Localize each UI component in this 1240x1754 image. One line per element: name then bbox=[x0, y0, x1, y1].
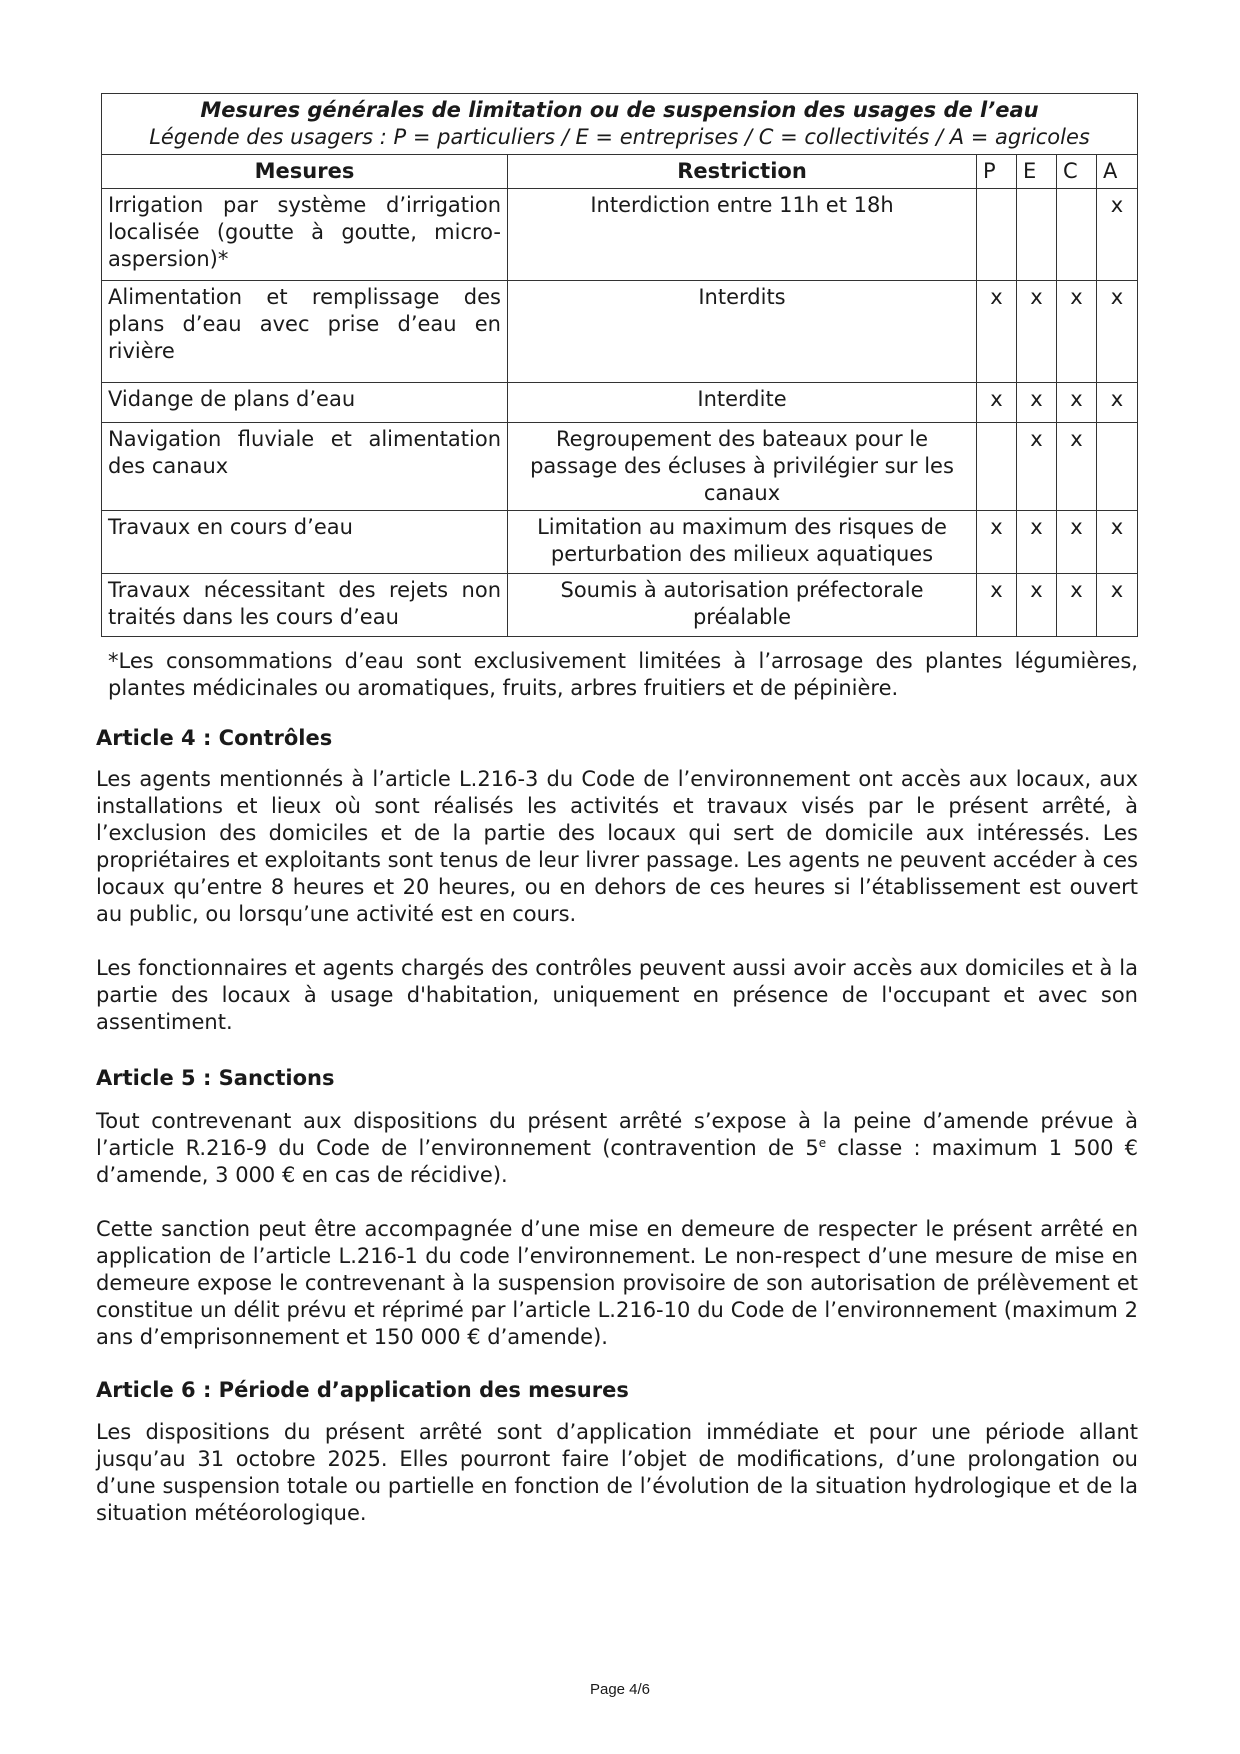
cell-restriction: Soumis à autorisation préfectorale préalable bbox=[508, 574, 977, 637]
cell-c: x bbox=[1057, 511, 1097, 574]
article-5-heading: Article 5 : Sanctions bbox=[96, 1066, 335, 1090]
cell-a: x bbox=[1097, 383, 1138, 423]
article-6-paragraph-1: Les dispositions du présent arrêté sont d’application immédiate et pour une période allant jusqu’au 31 octobre 2025. Elles pourront faire l’objet de modifications, d’une prolongation ou d’une suspension totale ou partielle en fonction de l’évolution de la situation hydrologique et de la situation météorologique. bbox=[96, 1420, 1138, 1525]
header-mesures: Mesures bbox=[102, 155, 508, 189]
header-e: E bbox=[1017, 155, 1057, 189]
cell-restriction: Regroupement des bateaux pour le passage des écluses à privilégier sur les canaux bbox=[508, 423, 977, 511]
cell-p: x bbox=[977, 574, 1017, 637]
table-row bbox=[102, 423, 1138, 511]
article-4-heading: Article 4 : Contrôles bbox=[96, 726, 333, 750]
table-row bbox=[102, 574, 1138, 637]
table-title: Mesures générales de limitation ou de suspension des usages de l’eau bbox=[200, 98, 1039, 122]
header-c: C bbox=[1057, 155, 1097, 189]
cell-c: x bbox=[1057, 574, 1097, 637]
water-restriction-table bbox=[101, 93, 1138, 637]
cell-a: x bbox=[1097, 281, 1138, 383]
article-4-paragraph-2: Les fonctionnaires et agents chargés des contrôles peuvent aussi avoir accès aux domiciles et à la partie des locaux à usage d'habitation, uniquement en présence de l'occupant et avec son assentiment. bbox=[96, 956, 1138, 1034]
cell-restriction: Limitation au maximum des risques de perturbation des milieux aquatiques bbox=[508, 511, 977, 574]
cell-c: x bbox=[1057, 383, 1097, 423]
cell-p bbox=[977, 189, 1017, 281]
table-row bbox=[102, 281, 1138, 383]
cell-e bbox=[1017, 189, 1057, 281]
table-header-row bbox=[102, 155, 1138, 189]
cell-p: x bbox=[977, 511, 1017, 574]
article-5-paragraph-2: Cette sanction peut être accompagnée d’une mise en demeure de respecter le présent arrêté en application de l’article L.216-1 du code l’environnement. Le non-respect d’une mesure de mise en demeure expose le contrevenant à la suspension provisoire de son autorisation de prélèvement et constitue un délit prévu et réprimé par l’article L.216-10 du Code de l’environnement (maximum 2 ans d’emprisonnement et 150 000 € d’amende). bbox=[96, 1217, 1138, 1349]
cell-c: x bbox=[1057, 423, 1097, 511]
cell-p: x bbox=[977, 383, 1017, 423]
table-row bbox=[102, 511, 1138, 574]
cell-restriction: Interdits bbox=[508, 281, 977, 383]
table-footnote: *Les consommations d’eau sont exclusivement limitées à l’arrosage des plantes légumières, plantes médicinales ou aromatiques, fruits, arbres fruitiers et de pépinière. bbox=[108, 649, 1138, 700]
cell-restriction: Interdiction entre 11h et 18h bbox=[508, 189, 977, 281]
page-number: Page 4/6 bbox=[589, 1681, 651, 1698]
cell-mesure: Navigation fluviale et alimentation des canaux bbox=[102, 423, 508, 511]
table-caption bbox=[102, 94, 1138, 155]
cell-e: x bbox=[1017, 423, 1057, 511]
cell-a: x bbox=[1097, 574, 1138, 637]
table-legend: Légende des usagers : P = particuliers / E = entreprises / C = collectivités / A = agricoles bbox=[149, 125, 1090, 149]
cell-c: x bbox=[1057, 281, 1097, 383]
cell-e: x bbox=[1017, 383, 1057, 423]
cell-mesure: Vidange de plans d’eau bbox=[102, 383, 508, 423]
cell-a bbox=[1097, 423, 1138, 511]
header-a: A bbox=[1097, 155, 1138, 189]
cell-p bbox=[977, 423, 1017, 511]
table-row bbox=[102, 189, 1138, 281]
cell-a: x bbox=[1097, 189, 1138, 281]
cell-a: x bbox=[1097, 511, 1138, 574]
cell-c bbox=[1057, 189, 1097, 281]
cell-mesure: Irrigation par système d’irrigation localisée (goutte à goutte, micro-aspersion)* bbox=[102, 189, 508, 281]
cell-mesure: Travaux en cours d’eau bbox=[102, 511, 508, 574]
article-5-paragraph-1: Tout contrevenant aux dispositions du présent arrêté s’expose à la peine d’amende prévue à l’article R.216-9 du Code de l’environnement (contravention de 5e classe : maximum 1 500 € d’amende, 3 000 € en cas de récidive). bbox=[96, 1109, 1138, 1187]
cell-restriction: Interdite bbox=[508, 383, 977, 423]
header-p: P bbox=[977, 155, 1017, 189]
cell-mesure: Travaux nécessitant des rejets non traités dans les cours d’eau bbox=[102, 574, 508, 637]
article-4-paragraph-1: Les agents mentionnés à l’article L.216-3 du Code de l’environnement ont accès aux locaux, aux installations et lieux où sont réalisés les activités et travaux visés par le présent arrêté, à l’exclusion des domiciles et de la partie des locaux qui sert de domicile aux intéressés. Les propriétaires et exploitants sont tenus de leur livrer passage. Les agents ne peuvent accéder à ces locaux qu’entre 8 heures et 20 heures, ou en dehors de ces heures si l’établissement est ouvert au public, ou lorsqu’une activité est en cours. bbox=[96, 767, 1138, 926]
cell-mesure: Alimentation et remplissage des plans d’eau avec prise d’eau en rivière bbox=[102, 281, 508, 383]
article-6-heading: Article 6 : Période d’application des mesures bbox=[96, 1378, 629, 1402]
table-row bbox=[102, 383, 1138, 423]
table-caption-row bbox=[102, 94, 1138, 155]
header-restriction: Restriction bbox=[508, 155, 977, 189]
cell-e: x bbox=[1017, 281, 1057, 383]
cell-e: x bbox=[1017, 511, 1057, 574]
cell-p: x bbox=[977, 281, 1017, 383]
cell-e: x bbox=[1017, 574, 1057, 637]
